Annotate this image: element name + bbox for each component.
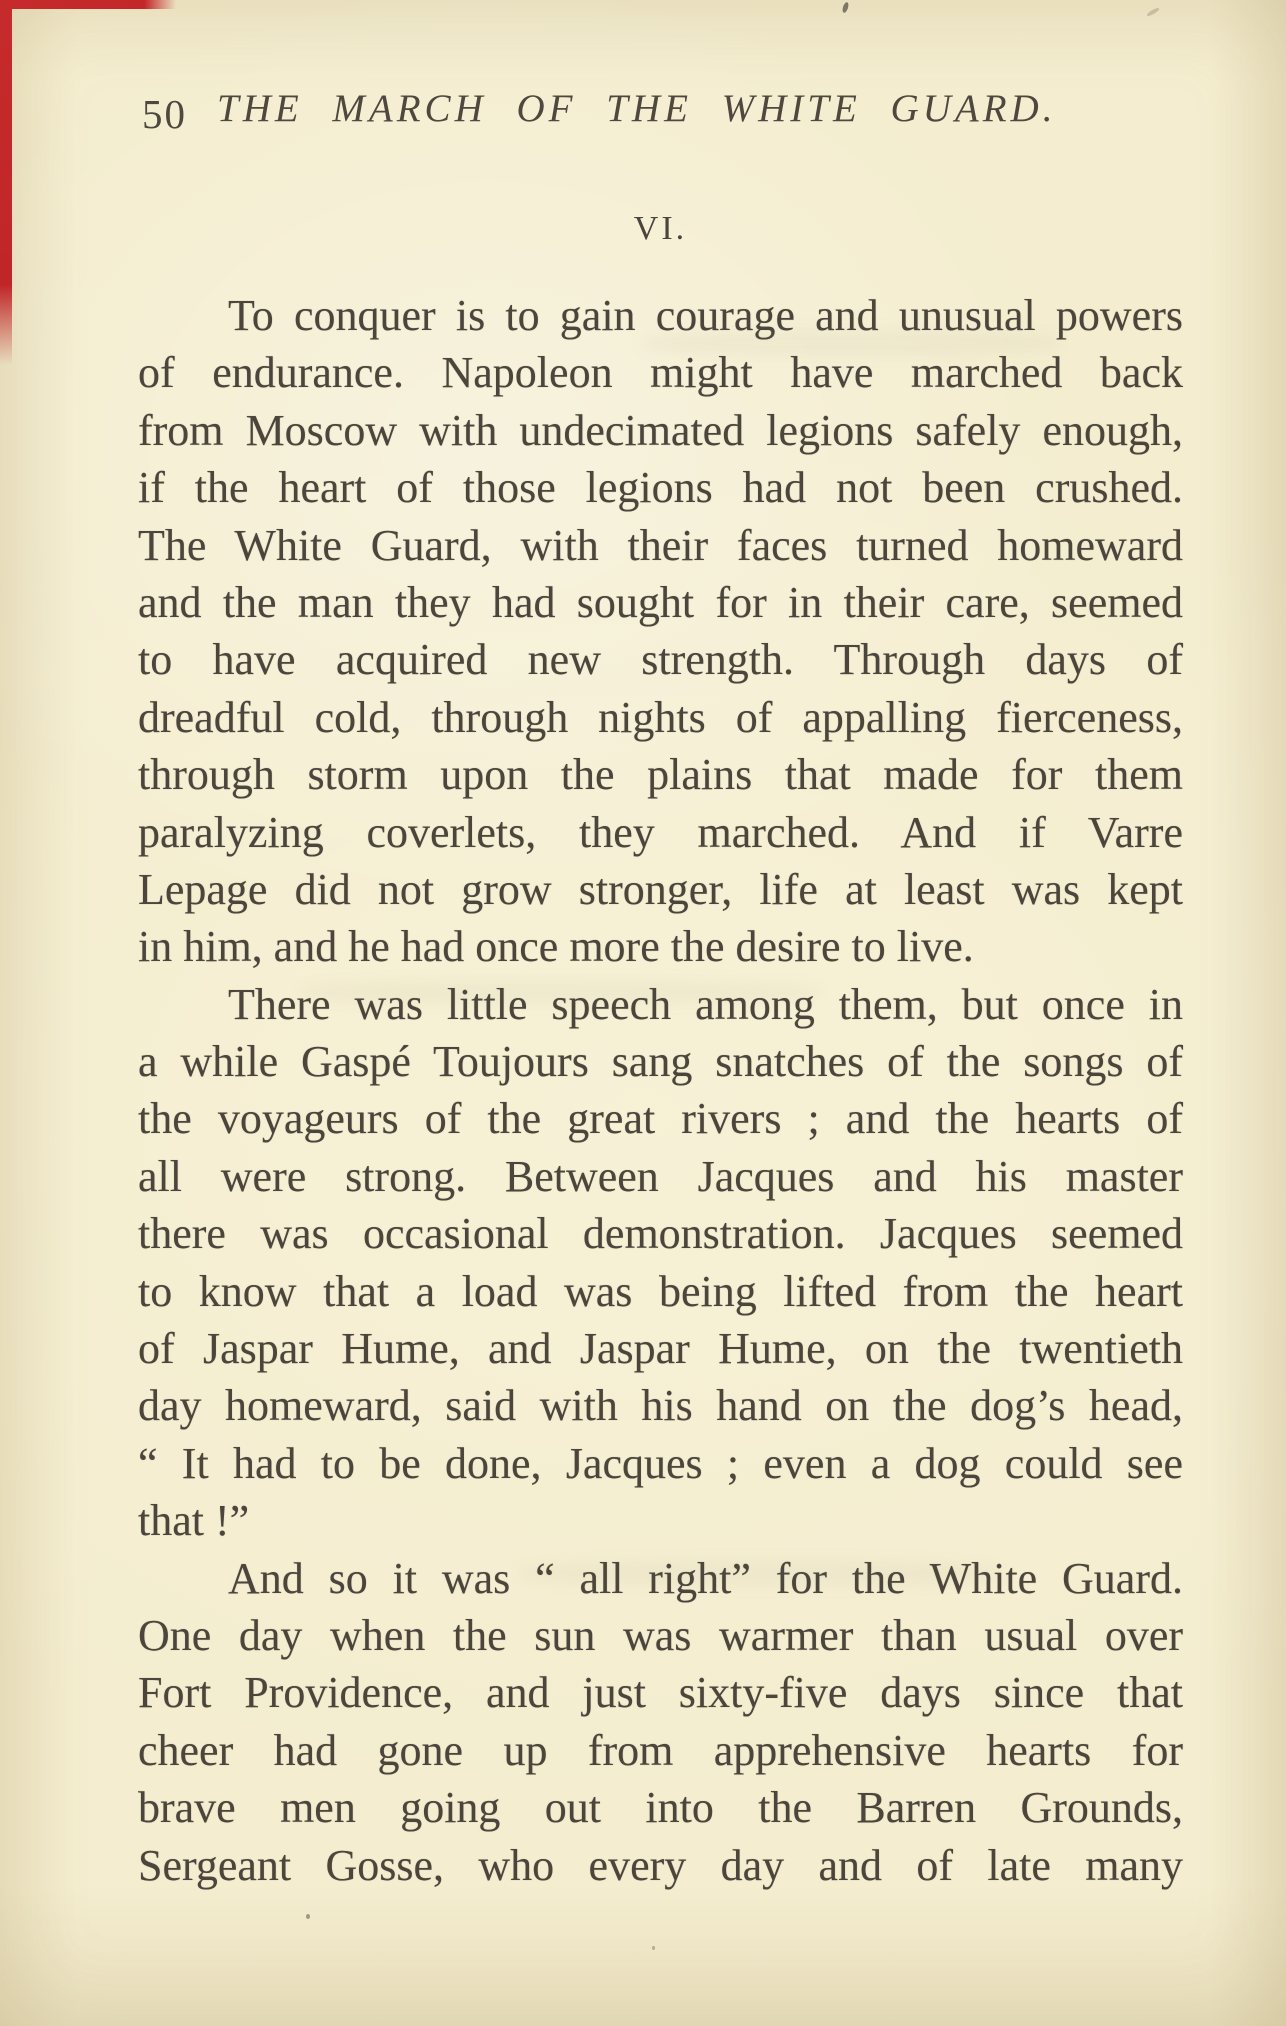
text-line: that !” — [138, 1496, 250, 1546]
ink-speck — [652, 1946, 655, 1950]
section-heading: VI. — [633, 210, 688, 247]
show-through-smudge — [300, 980, 820, 1004]
red-binding-edge-top — [0, 0, 176, 9]
text-line: through storm upon the plains that made for them — [138, 750, 1183, 800]
text-line: in him, and he had once more the desire to live. — [138, 922, 974, 972]
text-line: from Moscow with undecimated legions safely enough, — [138, 405, 1183, 455]
text-line: a while Gaspé Toujours sang snatches of the songs of — [138, 1037, 1183, 1087]
page-number: 50 — [142, 91, 187, 137]
text-line: if the heart of those legions had not been crushed. — [138, 463, 1183, 513]
text-line: of endurance. Napoleon might have marched back — [138, 348, 1183, 398]
text-line: To conquer is to gain courage and unusual powers — [228, 291, 1183, 340]
text-line: “ It had to be done, Jacques ; even a dog could see — [138, 1438, 1183, 1488]
text-line: and the man they had sought for in their care, seemed — [138, 577, 1183, 627]
text-line: There was little speech among them, but once in — [228, 979, 1183, 1029]
text-line: day homeward, said with his hand on the dog’s head, — [138, 1381, 1183, 1431]
text-line: to have acquired new strength. Through days of — [138, 635, 1183, 685]
text-line: of Jaspar Hume, and Jaspar Hume, on the twentieth — [138, 1324, 1183, 1374]
running-header — [0, 86, 1286, 136]
text-line: The White Guard, with their faces turned homeward — [138, 520, 1183, 570]
text-line: paralyzing coverlets, they marched. And if Varre — [138, 807, 1183, 857]
text-line: dreadful cold, through nights of appalling fierceness, — [138, 692, 1183, 742]
text-line: Lepage did not grow stronger, life at least was kept — [138, 864, 1183, 914]
show-through-smudge — [640, 330, 1060, 356]
text-line: there was occasional demonstration. Jacques seemed — [138, 1209, 1183, 1259]
running-title: THE MARCH OF THE WHITE GUARD. — [217, 87, 1057, 130]
text-line: And so it was “ all right” for the White Guard. — [228, 1553, 1183, 1603]
ink-speck — [841, 1, 849, 13]
show-through-smudge — [520, 1560, 1000, 1586]
red-binding-edge-left — [0, 0, 12, 365]
text-line: the voyageurs of the great rivers ; and the hearts of — [138, 1094, 1183, 1144]
ink-speck — [306, 1914, 310, 1919]
text-line: One day when the sun was warmer than usual over — [138, 1610, 1183, 1660]
text-line: Fort Providence, and just sixty-five days since that — [138, 1668, 1183, 1718]
text-line: all were strong. Between Jacques and his master — [138, 1151, 1183, 1201]
ink-speck — [1146, 7, 1160, 17]
text-line: Sergeant Gosse, who every day and of late many — [138, 1840, 1183, 1890]
body-text — [138, 287, 1183, 1894]
text-line: cheer had gone up from apprehensive hearts for — [138, 1725, 1183, 1775]
text-line: to know that a load was being lifted from the heart — [138, 1266, 1183, 1316]
text-line: brave men going out into the Barren Grounds, — [138, 1783, 1183, 1833]
